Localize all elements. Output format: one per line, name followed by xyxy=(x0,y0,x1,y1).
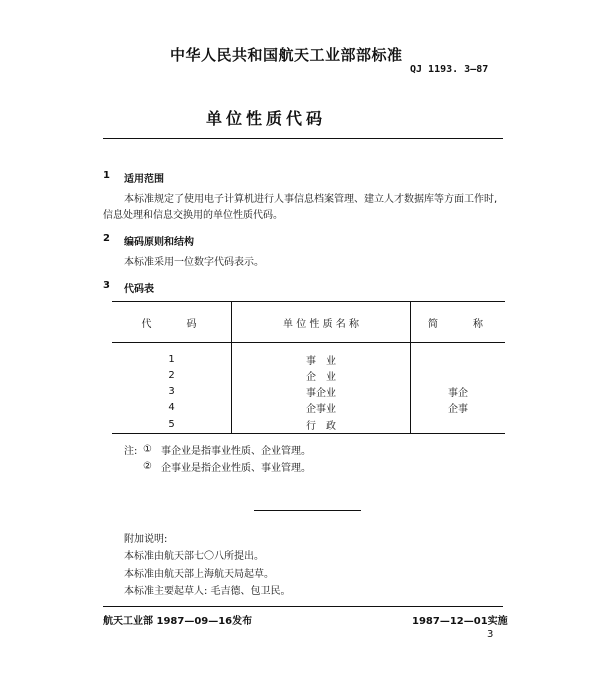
section-1-number: 1 xyxy=(103,170,110,181)
row-name: 企 业 xyxy=(232,367,411,383)
section-3-number: 3 xyxy=(103,280,110,291)
note-2-mark: ② xyxy=(143,461,152,472)
section-3-heading: 代码表 xyxy=(124,284,154,295)
issuing-authority: 中华人民共和国航天工业部部标准 xyxy=(170,46,403,64)
section-2-number: 2 xyxy=(103,233,110,244)
standard-number: QJ 1193. 3—87 xyxy=(410,64,489,75)
row-code: 4 xyxy=(168,401,175,413)
table-row xyxy=(112,343,505,368)
row-abbr: 企事 xyxy=(448,403,468,415)
footer-rule xyxy=(103,606,503,607)
row-code: 1 xyxy=(168,353,175,365)
header-code: 代 码 xyxy=(112,302,232,343)
page-number: 3 xyxy=(487,629,494,640)
section-2-line-1: 本标准采用一位数字代码表示。 xyxy=(124,257,264,268)
row-code: 3 xyxy=(168,385,175,397)
code-table xyxy=(112,301,505,434)
row-abbr: 事企 xyxy=(448,387,468,399)
appendix-line-3: 本标准主要起草人: 毛吉德、包卫民。 xyxy=(124,586,291,597)
row-abbr xyxy=(411,415,506,434)
note-1-text: 事企业是指事业性质、企业管理。 xyxy=(161,446,311,457)
table-row xyxy=(112,415,505,434)
document-title: 单位性质代码 xyxy=(206,109,327,128)
issue-date: 航天工业部 1987—09—16发布 xyxy=(103,616,253,627)
row-code: 5 xyxy=(112,415,232,434)
table-row xyxy=(112,383,505,399)
row-code: 2 xyxy=(168,369,175,381)
row-abbr xyxy=(411,343,506,368)
row-name: 企事业 xyxy=(232,399,411,415)
row-name: 事 业 xyxy=(232,343,411,368)
notes-label: 注: xyxy=(124,446,138,457)
table-row xyxy=(112,399,505,415)
section-1-line-2: 信息处理和信息交换用的单位性质代码。 xyxy=(103,210,283,221)
header-name: 单 位 性 质 名 称 xyxy=(232,302,411,343)
note-2-text: 企事业是指企业性质、事业管理。 xyxy=(161,463,311,474)
section-1-line-1: 本标准规定了使用电子计算机进行人事信息档案管理、建立人才数据库等方面工作时, xyxy=(124,194,498,205)
appendix-heading: 附加说明: xyxy=(124,534,168,545)
appendix-line-2: 本标准由航天部上海航天局起草。 xyxy=(124,569,274,580)
effective-date: 1987—12—01实施 xyxy=(412,616,508,627)
row-abbr xyxy=(411,367,506,383)
appendix-line-1: 本标准由航天部七〇八所提出。 xyxy=(124,551,264,562)
short-divider xyxy=(254,510,361,511)
section-1-heading: 适用范围 xyxy=(124,174,164,185)
section-2-heading: 编码原则和结构 xyxy=(124,237,194,248)
table-header-row xyxy=(112,302,505,343)
table-row xyxy=(112,367,505,383)
note-1-mark: ① xyxy=(143,444,152,455)
row-name: 行 政 xyxy=(232,415,411,434)
header-abbr: 简 称 xyxy=(411,302,506,343)
row-name: 事企业 xyxy=(232,383,411,399)
header-rule xyxy=(103,138,503,139)
